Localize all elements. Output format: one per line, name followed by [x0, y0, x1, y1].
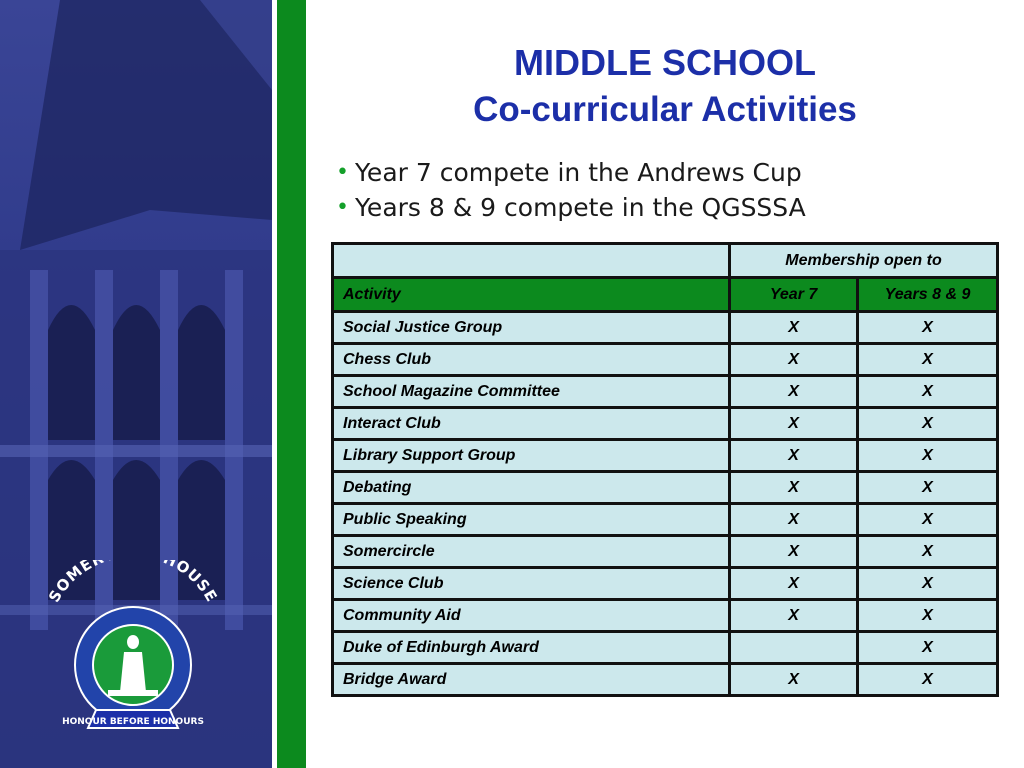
activity-cell: Debating [333, 472, 730, 504]
bullet-text: Year 7 compete in the Andrews Cup [354, 158, 802, 187]
years89-cell: X [858, 536, 998, 568]
table-row [333, 312, 998, 344]
year7-cell [730, 632, 858, 664]
column-header-years89: Years 8 & 9 [858, 278, 998, 312]
year7-cell: X [730, 600, 858, 632]
membership-header: Membership open to [730, 244, 998, 278]
activity-cell: Bridge Award [333, 664, 730, 696]
activity-cell: Duke of Edinburgh Award [333, 632, 730, 664]
year7-cell: X [730, 504, 858, 536]
svg-text:HONOUR BEFORE HONOURS: HONOUR BEFORE HONOURS [62, 717, 204, 727]
school-logo [38, 560, 228, 765]
column-header-activity: Activity [333, 278, 730, 312]
membership-header-row [333, 244, 998, 278]
year7-cell: X [730, 472, 858, 504]
bullet-item [336, 190, 806, 225]
column-header-year7: Year 7 [730, 278, 858, 312]
table-row [333, 472, 998, 504]
activity-cell: School Magazine Committee [333, 376, 730, 408]
table-row [333, 664, 998, 696]
bullet-list [336, 155, 806, 225]
year7-cell: X [730, 376, 858, 408]
bullet-item [336, 155, 806, 190]
years89-cell: X [858, 440, 998, 472]
table-row [333, 408, 998, 440]
bullet-dot-icon: • [336, 160, 349, 185]
year7-cell: X [730, 408, 858, 440]
table-row [333, 504, 998, 536]
activity-cell: Library Support Group [333, 440, 730, 472]
years89-cell: X [858, 664, 998, 696]
somerville-house-crest-icon [38, 560, 228, 760]
svg-text:SOMERVILLE HOUSE: SOME HOUSE [45, 560, 221, 606]
bullet-text: Years 8 & 9 compete in the QGSSSA [354, 193, 806, 222]
year7-cell: X [730, 536, 858, 568]
column-header-row [333, 278, 998, 312]
green-stripe [277, 0, 306, 768]
table-row [333, 632, 998, 664]
year7-cell: X [730, 568, 858, 600]
table-row [333, 536, 998, 568]
page-title: MIDDLE SCHOOL [514, 42, 816, 83]
activity-cell: Public Speaking [333, 504, 730, 536]
table-row [333, 568, 998, 600]
years89-cell: X [858, 344, 998, 376]
bullet-dot-icon: • [336, 195, 349, 220]
page-subtitle: Co-curricular Activities [473, 90, 857, 129]
years89-cell: X [858, 504, 998, 536]
table-row [333, 600, 998, 632]
table-row [333, 440, 998, 472]
table-row [333, 376, 998, 408]
years89-cell: X [858, 312, 998, 344]
year7-cell: X [730, 312, 858, 344]
activities-table [331, 242, 999, 697]
years89-cell: X [858, 408, 998, 440]
activity-cell: Somercircle [333, 536, 730, 568]
activity-cell: Science Club [333, 568, 730, 600]
years89-cell: X [858, 376, 998, 408]
years89-cell: X [858, 632, 998, 664]
table-row [333, 344, 998, 376]
years89-cell: X [858, 472, 998, 504]
year7-cell: X [730, 664, 858, 696]
activity-cell: Interact Club [333, 408, 730, 440]
activity-cell: Community Aid [333, 600, 730, 632]
activity-cell: Social Justice Group [333, 312, 730, 344]
empty-corner-cell [333, 244, 730, 278]
year7-cell: X [730, 440, 858, 472]
years89-cell: X [858, 568, 998, 600]
activity-cell: Chess Club [333, 344, 730, 376]
year7-cell: X [730, 344, 858, 376]
years89-cell: X [858, 600, 998, 632]
